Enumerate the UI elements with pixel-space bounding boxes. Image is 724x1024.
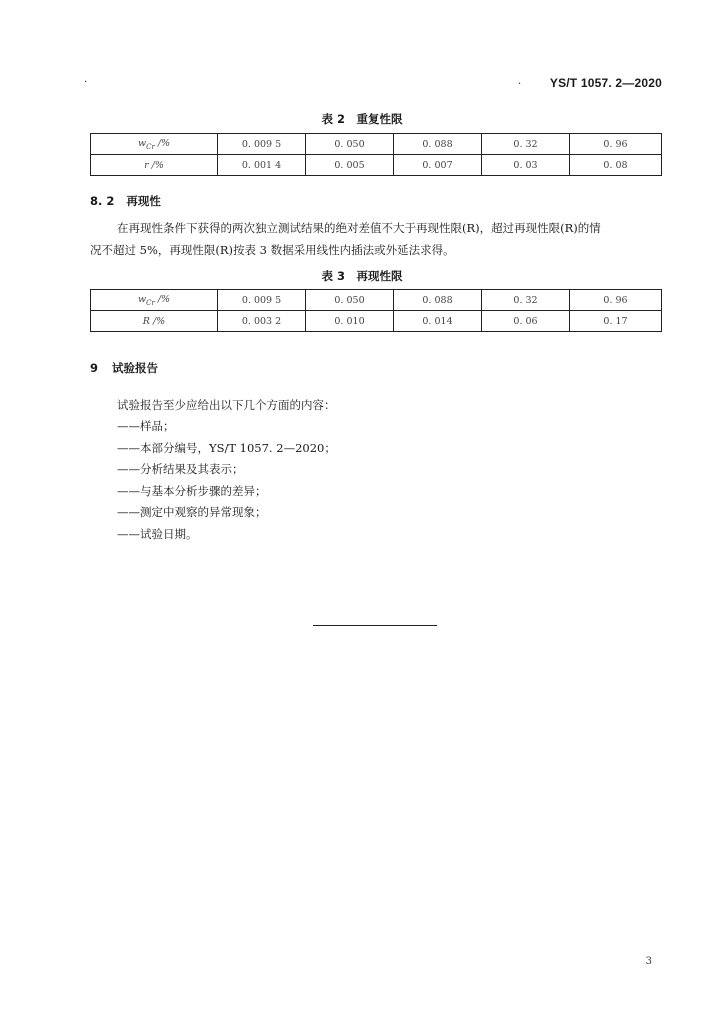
header-left-mark: · bbox=[84, 77, 88, 88]
section-title: 再现性 bbox=[126, 194, 161, 208]
table-row bbox=[91, 155, 662, 176]
table-cell: 0. 17 bbox=[570, 311, 662, 332]
list-item: ——与基本分析步骤的差异； bbox=[117, 483, 267, 498]
section-number: 8. 2 bbox=[90, 194, 115, 208]
table-cell: 0. 06 bbox=[482, 311, 570, 332]
page-number: 3 bbox=[645, 956, 652, 967]
table-cell: 0. 32 bbox=[482, 134, 570, 155]
list-item: ——样品； bbox=[117, 419, 175, 433]
table-row bbox=[91, 311, 662, 332]
table2-caption: 表 2 重复性限 bbox=[321, 112, 403, 126]
table-cell: 0. 003 2 bbox=[218, 311, 306, 332]
end-of-document-rule bbox=[313, 625, 437, 626]
table-cell: 0. 96 bbox=[570, 290, 662, 311]
list-item: ——分析结果及其表示； bbox=[117, 462, 244, 476]
table2-row2-label: r /% bbox=[91, 155, 218, 176]
standard-code: YS/T 1057. 2—2020 bbox=[549, 76, 662, 90]
list-item: ——本部分编号，YS/T 1057. 2—2020； bbox=[117, 440, 336, 455]
section-9-intro: 试验报告至少应给出以下几个方面的内容： bbox=[117, 398, 336, 412]
table-cell: 0. 009 5 bbox=[218, 290, 306, 311]
table-row bbox=[91, 290, 662, 311]
section-title: 试验报告 bbox=[112, 361, 159, 375]
table2 bbox=[90, 133, 662, 176]
section-8-2-paragraph-line2: 况不超过 5%，再现性限(R)按表 3 数据采用线性内插法或外延法求得。 bbox=[90, 243, 455, 257]
table-cell: 0. 007 bbox=[394, 155, 482, 176]
table-cell: 0. 32 bbox=[482, 290, 570, 311]
table-cell: 0. 001 4 bbox=[218, 155, 306, 176]
table-cell: 0. 088 bbox=[394, 134, 482, 155]
table-cell: 0. 010 bbox=[306, 311, 394, 332]
table-cell: 0. 088 bbox=[394, 290, 482, 311]
section-8-2-paragraph-line1: 在再现性条件下获得的两次独立测试结果的绝对差值不大于再现性限(R)，超过再现性限(R)的情 bbox=[117, 221, 601, 235]
table-cell: 0. 050 bbox=[306, 290, 394, 311]
table-cell: 0. 009 5 bbox=[218, 134, 306, 155]
report-items-list bbox=[117, 416, 336, 545]
section-8-2-heading bbox=[90, 193, 161, 209]
table3-row1-label: $w_{Cr}$ /% bbox=[91, 290, 218, 311]
table-cell: 0. 96 bbox=[570, 134, 662, 155]
table-cell: 0. 005 bbox=[306, 155, 394, 176]
list-item: ——测定中观察的异常现象； bbox=[117, 505, 267, 519]
table2-row1-label: $w_{Cr}$ /% bbox=[91, 134, 218, 155]
table-cell: 0. 014 bbox=[394, 311, 482, 332]
table3-row2-label: R /% bbox=[91, 311, 218, 332]
section-number: 9 bbox=[90, 361, 99, 375]
section-9-heading bbox=[90, 360, 158, 376]
table-row bbox=[91, 134, 662, 155]
table-cell: 0. 03 bbox=[482, 155, 570, 176]
list-item: ——试验日期。 bbox=[117, 526, 198, 541]
table3-caption: 表 3 再现性限 bbox=[321, 269, 403, 283]
table-cell: 0. 050 bbox=[306, 134, 394, 155]
table-cell: 0. 08 bbox=[570, 155, 662, 176]
table3 bbox=[90, 289, 662, 332]
header-right-mark: · bbox=[518, 79, 522, 90]
